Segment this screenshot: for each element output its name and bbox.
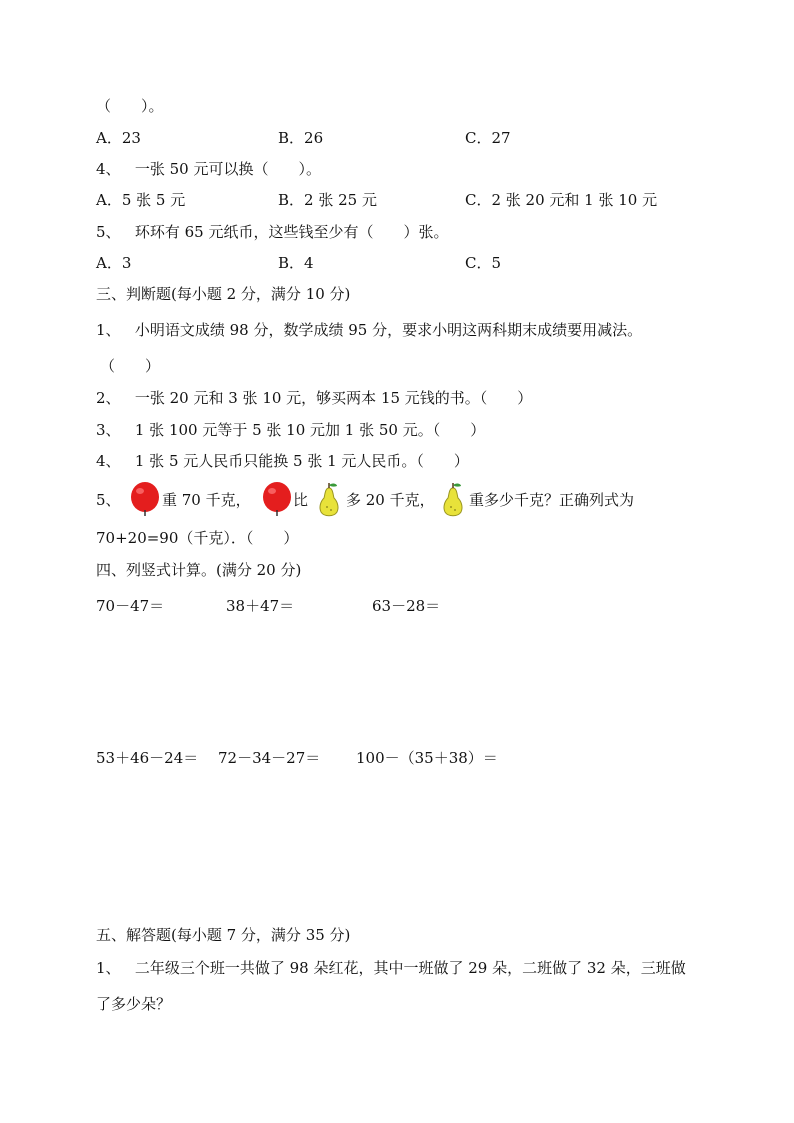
q5-option-b: B．4 (278, 254, 314, 272)
solve-item-1 (96, 958, 686, 978)
judge-text: 一张 20 元和 3 张 10 元，够买两本 15 元钱的书。（ ） (134, 389, 533, 407)
judge-5-part2: 比 (293, 491, 309, 509)
q4-question (96, 159, 321, 179)
solve-number: 1、 (96, 959, 121, 977)
judge-item-5-continuation: 70+20=90（千克）．（ ） (96, 529, 299, 547)
calc-expression: 38＋47＝ (226, 597, 295, 615)
calc-expression: 70－47＝ (96, 597, 165, 615)
pear-icon (316, 482, 342, 518)
pear-icon (440, 482, 466, 518)
q5-option-c: C．5 (465, 254, 502, 272)
q5-question (96, 222, 449, 242)
judge-5-part4: 重多少千克？正确列式为 (469, 491, 635, 509)
judge-text: 1 张 5 元人民币只能换 5 张 1 元人民币。（ ） (134, 452, 469, 470)
apple-icon (262, 480, 292, 516)
judge-item-3 (96, 420, 485, 440)
q4-option-a: A．5 张 5 元 (96, 191, 186, 209)
judge-item-4 (96, 451, 469, 471)
q3-option-a: A．23 (96, 129, 141, 147)
solve-item-1-continuation: 了多少朵？ (96, 995, 172, 1013)
section3-title: 三、判断题(每小题 2 分，满分 10 分) (96, 285, 351, 303)
judge-item-2 (96, 388, 532, 408)
judge-item-1 (96, 320, 642, 340)
q4-number: 4、 (96, 160, 121, 178)
section5-title: 五、解答题(每小题 7 分，满分 35 分) (96, 926, 351, 944)
q3-tail: （ ）。 (96, 97, 164, 115)
judge-number: 1、 (96, 321, 121, 339)
judge-text: 1 张 100 元等于 5 张 10 元加 1 张 50 元。（ ） (134, 421, 486, 439)
calc-expression: 63－28＝ (372, 597, 441, 615)
judge-number: 4、 (96, 452, 121, 470)
judge-text: 小明语文成绩 98 分，数学成绩 95 分，要求小明这两科期末成绩要用减法。 (134, 321, 643, 339)
q5-text: 环环有 65 元纸币，这些钱至少有（ ）张。 (134, 223, 449, 241)
judge-number: 5、 (96, 491, 121, 509)
section4-title: 四、列竖式计算。(满分 20 分) (96, 561, 302, 579)
q4-text: 一张 50 元可以换（ ）。 (134, 160, 321, 178)
q4-option-b: B．2 张 25 元 (278, 191, 377, 209)
calc-expression: 100－（35＋38）＝ (356, 749, 498, 767)
q3-option-b: B．26 (278, 129, 324, 147)
q5-number: 5、 (96, 223, 121, 241)
q5-option-a: A．3 (96, 254, 132, 272)
q4-option-c: C．2 张 20 元和 1 张 10 元 (465, 191, 658, 209)
calc-expression: 53＋46－24＝ (96, 749, 199, 767)
judge-item-1-blank: （ ） (100, 357, 161, 375)
solve-text: 二年级三个班一共做了 98 朵红花，其中一班做了 29 朵，二班做了 32 朵，三班做 (134, 959, 686, 977)
calc-expression: 72－34－27＝ (218, 749, 321, 767)
apple-icon (130, 480, 160, 516)
q3-option-c: C．27 (465, 129, 511, 147)
judge-number: 2、 (96, 389, 121, 407)
judge-5-part3: 多 20 千克， (346, 491, 435, 509)
judge-number: 3、 (96, 421, 121, 439)
judge-5-part1: 重 70 千克， (162, 491, 251, 509)
